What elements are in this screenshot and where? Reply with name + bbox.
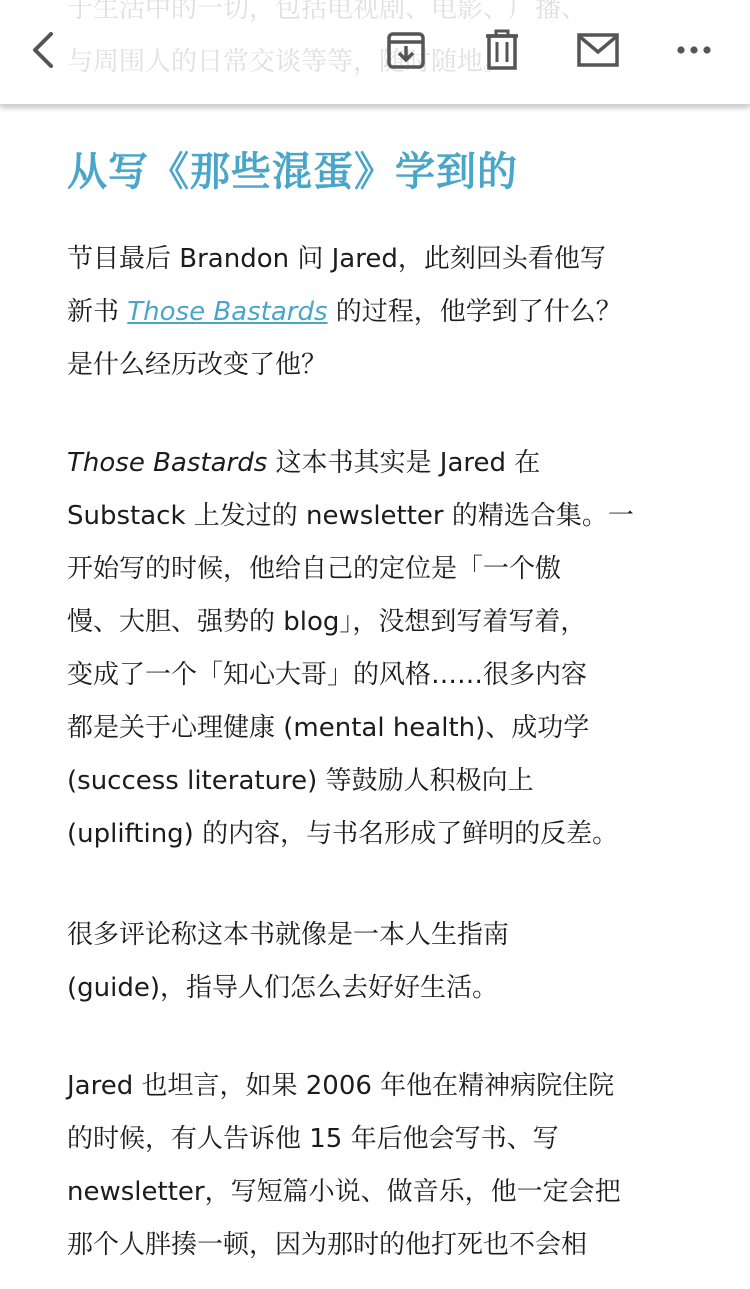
text-line: 是什么经历改变了他？	[67, 350, 328, 380]
mail-icon	[577, 33, 619, 67]
back-icon	[29, 28, 59, 72]
paragraph	[67, 909, 682, 1015]
text-line: 都是关于心理健康 (mental health)、成功学	[67, 713, 590, 743]
text-line: 那个人胖揍一顿，因为那时的他打死也不会相	[67, 1230, 588, 1260]
more-icon	[676, 45, 712, 55]
text-line: (guide)，指导人们怎么去好好生活。	[67, 973, 498, 1003]
text-line	[67, 286, 682, 339]
text-line	[67, 437, 682, 490]
text-line: Substack 上发过的 newsletter 的精选合集。一	[67, 501, 634, 531]
paragraph	[67, 437, 682, 861]
archive-icon	[386, 30, 426, 70]
text-line: (uplifting) 的内容，与书名形成了鲜明的反差。	[67, 819, 619, 849]
text-line: 变成了一个「知心大哥」的风格……很多内容	[67, 660, 588, 690]
book-link[interactable]: Those Bastards	[127, 297, 328, 327]
text-line: 节目最后 Brandon 问 Jared，此刻回头看他写	[67, 244, 606, 274]
text-segment: 新书	[67, 297, 128, 327]
text-segment: 的过程，他学到了什么？	[327, 297, 622, 327]
more-button[interactable]	[668, 24, 720, 76]
text-line: 很多评论称这本书就像是一本人生指南	[67, 920, 510, 950]
back-button[interactable]	[18, 24, 70, 76]
text-segment: 这本书其实是 Jared 在	[267, 448, 541, 478]
text-line: 慢、大胆、强势的 blog」，没想到写着写着，	[67, 607, 587, 637]
section-heading: 从写《那些混蛋》学到的	[67, 149, 518, 195]
archive-button[interactable]	[380, 24, 432, 76]
book-title: Those Bastards	[67, 448, 268, 478]
paragraph	[67, 233, 682, 392]
text-line: Jared 也坦言，如果 2006 年他在精神病院住院	[67, 1071, 615, 1101]
paragraph	[67, 1060, 682, 1272]
toolbar	[0, 0, 750, 105]
delete-button[interactable]	[476, 24, 528, 76]
text-line: newsletter，写短篇小说、做音乐，他一定会把	[67, 1177, 621, 1207]
text-line: 开始写的时候，他给自己的定位是「一个傲	[67, 554, 562, 584]
reply-mail-button[interactable]	[572, 24, 624, 76]
text-line: (success literature) 等鼓励人积极向上	[67, 766, 534, 796]
trash-icon	[484, 29, 520, 71]
text-line: 的时候，有人告诉他 15 年后他会写书、写	[67, 1124, 559, 1154]
